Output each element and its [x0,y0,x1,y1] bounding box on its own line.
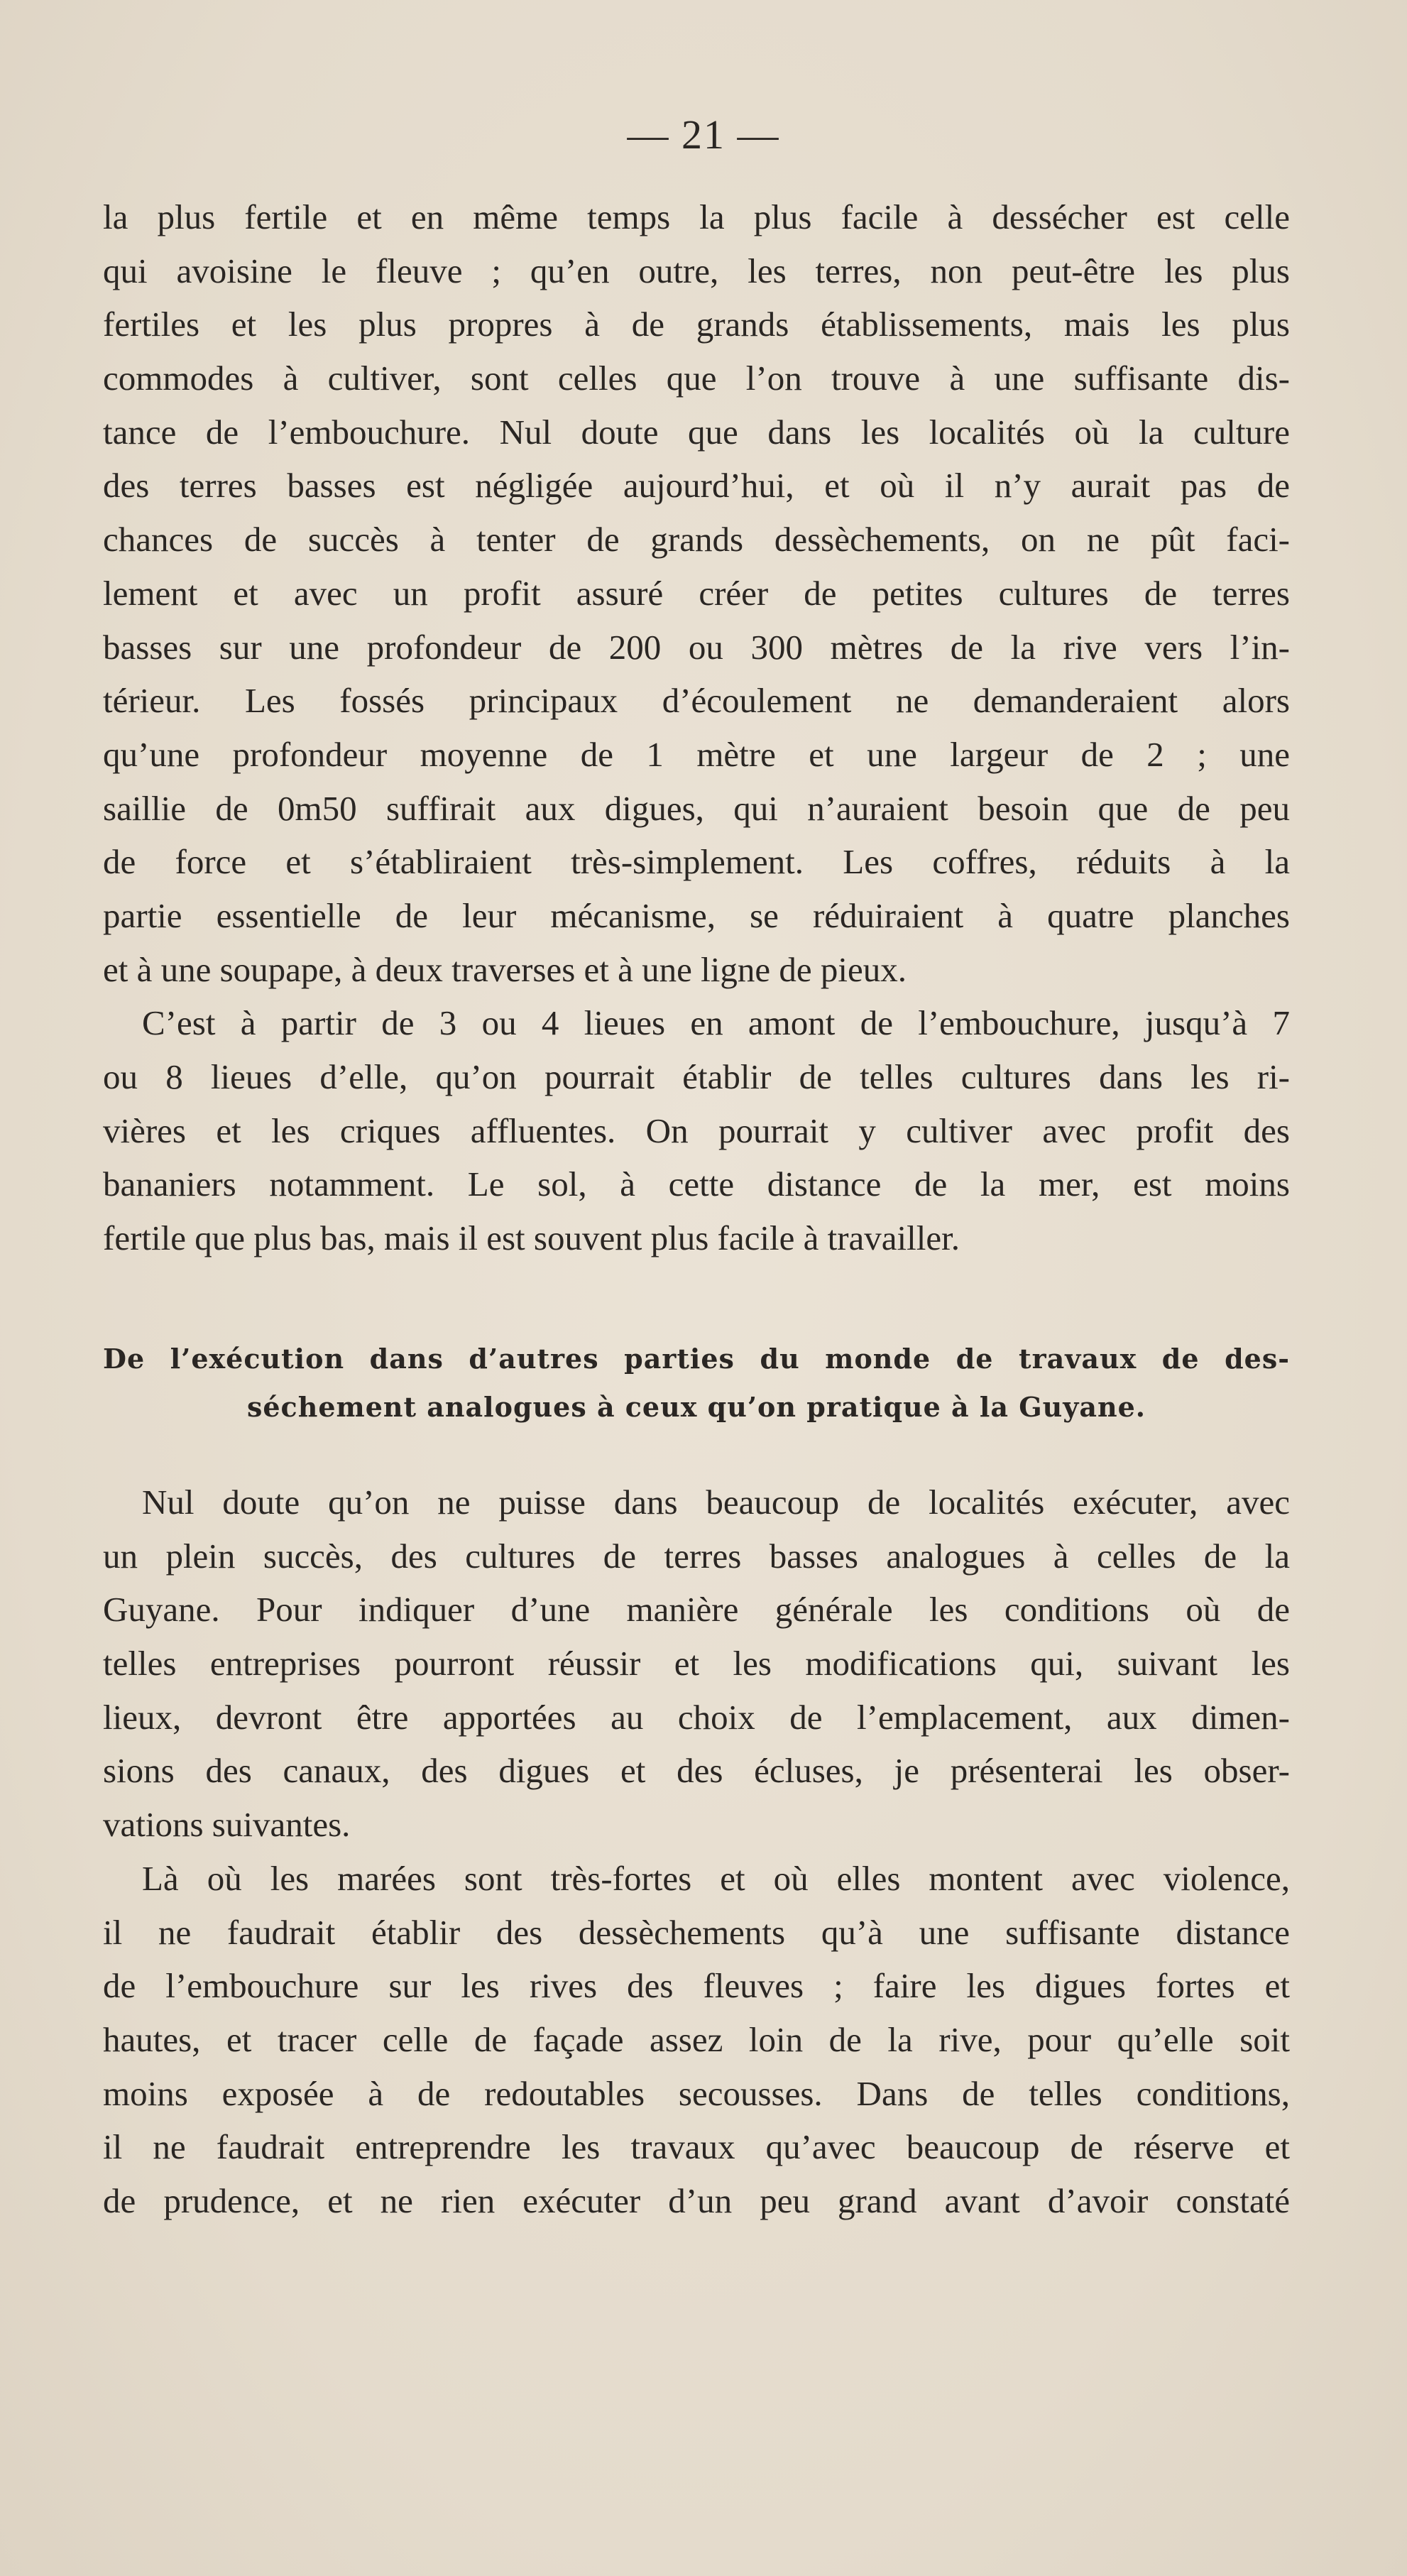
text-line: commodes à cultiver, sont celles que l’on trouve à une suffisante dis- [103,359,1290,398]
text-line: C’est à partir de 3 ou 4 lieues en amont de l’embouchure, jusqu’à 7 [142,1003,1290,1043]
text-line: la plus fertile et en même temps la plus facile à dessécher est celle [103,197,1290,236]
text-line: basses sur une profondeur de 200 ou 300 mètres de la rive vers l’in- [103,627,1290,667]
text-line: de l’embouchure sur les rives des fleuves ; faire les digues fortes et [103,1966,1290,2006]
paragraph [103,190,1290,996]
text-line: de force et s’établiraient très-simplement. Les coffres, réduits à la [103,842,1290,882]
text-line: saillie de 0m50 suffirait aux digues, qui n’auraient besoin que de peu [103,788,1290,828]
text-line: de prudence, et ne rien exécuter d’un peu grand avant d’avoir constaté [103,2181,1290,2220]
heading-line: De l’exécution dans d’autres parties du monde de travaux de des- [103,1343,1290,1375]
text-line: vières et les criques affluentes. On pourrait y cultiver avec profit des [103,1110,1290,1150]
text-line: hautes, et tracer celle de façade assez loin de la rive, pour qu’elle soit [103,2019,1290,2059]
text-line: il ne faudrait établir des dessèchements qu’à une suffisante distance [103,1912,1290,1952]
text-line: qu’une profondeur moyenne de 1 mètre et une largeur de 2 ; une [103,734,1290,774]
text-line: lieux, devront être apportées au choix de l’emplacement, aux dimen- [103,1697,1290,1737]
text-line: térieur. Les fossés principaux d’écoulement ne demanderaient alors [103,681,1290,721]
section-heading [103,1335,1290,1431]
text-line: Là où les marées sont très-fortes et où elles montent avec violence, [142,1858,1290,1898]
text-line: lement et avec un profit assuré créer de petites cultures de terres [103,573,1290,613]
text-line: qui avoisine le fleuve ; qu’en outre, les terres, non peut-être les plus [103,251,1290,290]
heading-line: séchement analogues à ceux qu’on pratique à la Guyane. [246,1391,1146,1423]
text-line: fertile que plus bas, mais il est souvent plus facile à travailler. [103,1218,960,1258]
text-line: bananiers notamment. Le sol, à cette distance de la mer, est moins [103,1164,1290,1204]
text-line: des terres basses est négligée aujourd’hui, et où il n’y aurait pas de [103,466,1290,506]
text-line: et à une soupape, à deux traverses et à une ligne de pieux. [103,949,907,989]
text-line: vations suivantes. [103,1805,351,1845]
text-line: moins exposée à de redoutables secousses. Dans de telles conditions, [103,2073,1290,2113]
text-line: tance de l’embouchure. Nul doute que dans les localités où la culture [103,412,1290,452]
text-line: chances de succès à tenter de grands dessèchements, on ne pût faci- [103,520,1290,560]
paragraph [103,996,1290,1265]
page-number: — 21 — [627,111,780,158]
text-line: fertiles et les plus propres à de grands établissements, mais les plus [103,305,1290,344]
text-line: ou 8 lieues d’elle, qu’on pourrait établir de telles cultures dans les ri- [103,1057,1290,1096]
text-line: partie essentielle de leur mécanisme, se réduiraient à quatre planches [103,895,1290,935]
text-line: telles entreprises pourront réussir et les modifications qui, suivant les [103,1644,1290,1683]
text-line: Nul doute qu’on ne puisse dans beaucoup de localités exécuter, avec [142,1483,1290,1522]
paragraph [103,1852,1290,2228]
paragraph [103,1475,1290,1852]
text-line: Guyane. Pour indiquer d’une manière générale les conditions où de [103,1590,1290,1630]
text-block-bottom [103,1475,1290,2228]
text-line: il ne faudrait entreprendre les travaux qu’avec beaucoup de réserve et [103,2127,1290,2167]
text-line: sions des canaux, des digues et des écluses, je présenterai les obser- [103,1751,1290,1791]
text-line: un plein succès, des cultures de terres basses analogues à celles de la [103,1536,1290,1576]
text-block-top [103,190,1290,1265]
